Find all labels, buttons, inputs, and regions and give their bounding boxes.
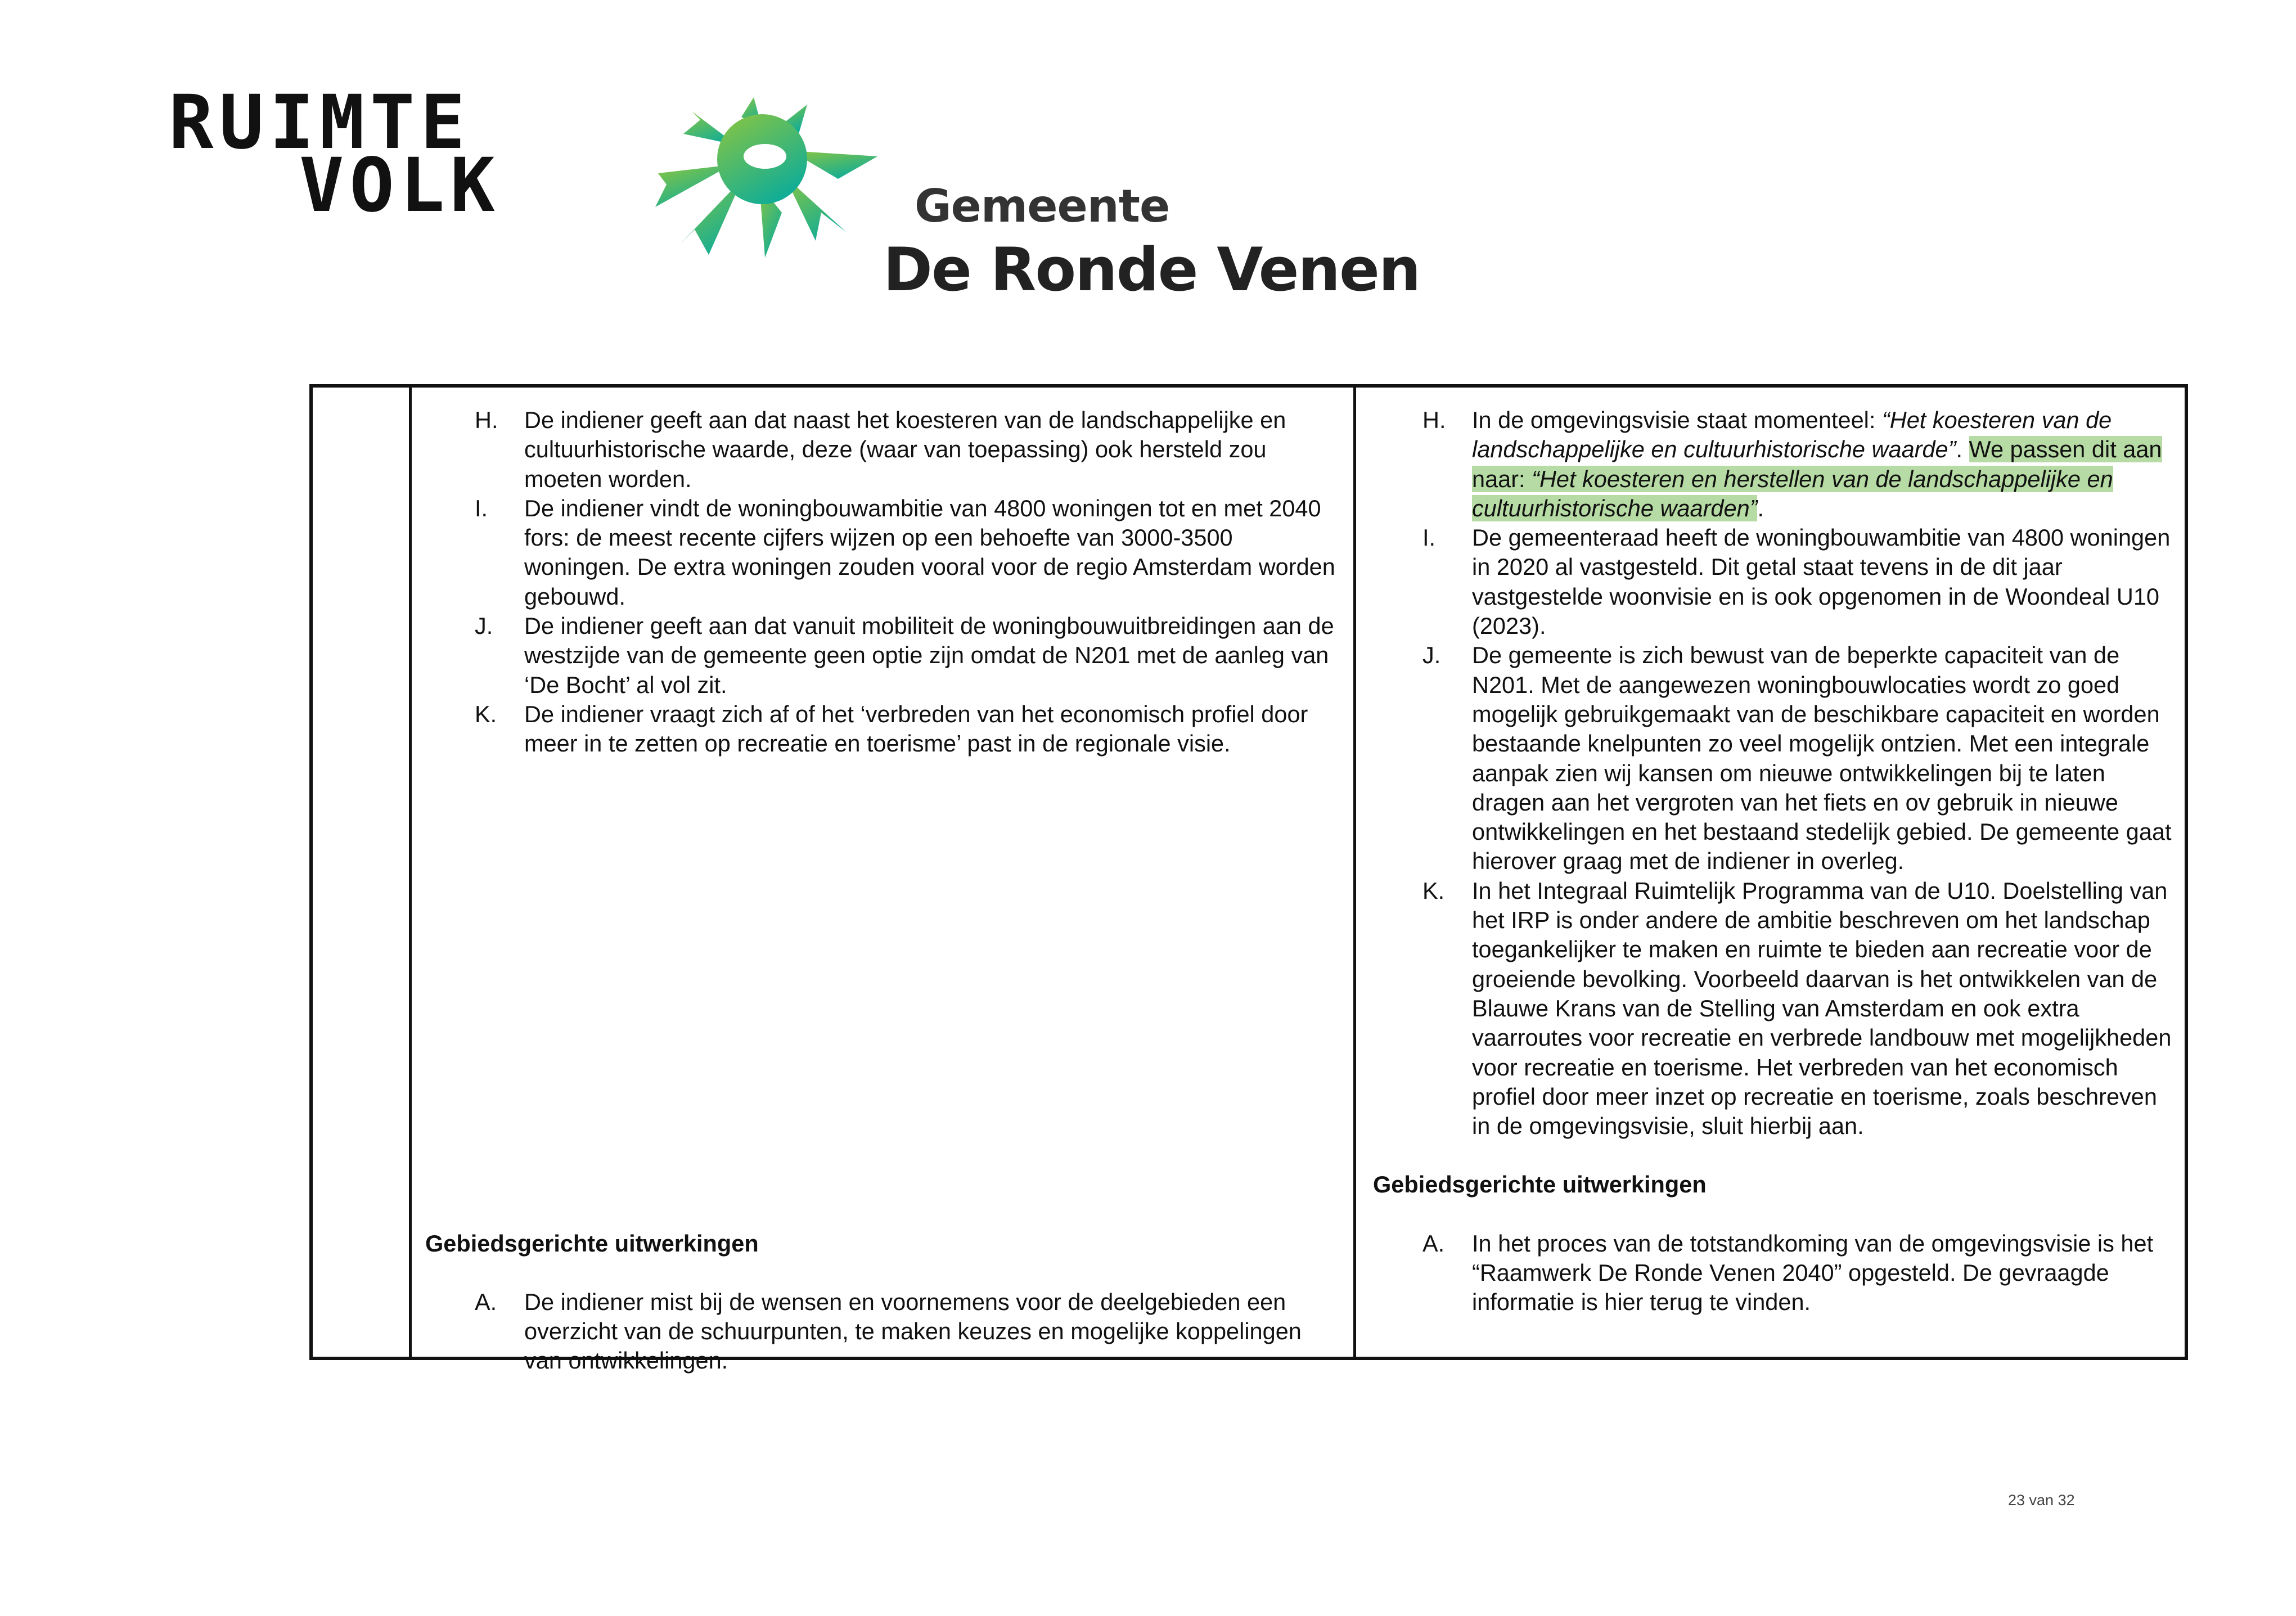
response-column bbox=[1373, 406, 2175, 1317]
item-letter: K. bbox=[1422, 877, 1445, 904]
gemeente-label: Gemeente bbox=[915, 180, 1170, 232]
list-item bbox=[1373, 876, 2175, 1141]
item-letter: J. bbox=[1422, 642, 1441, 669]
item-text: De indiener vindt de woningbouwambitie van 4800 woningen tot en met 2040 fors: de meest recente cijfers wijzen op een behoefte van 3000-3500 woningen. De extra woningen zouden vooral voor de regio Amsterdam worden gebouwd. bbox=[524, 494, 1335, 610]
highlighted-change: We passen dit aan naar: bbox=[1472, 436, 2162, 492]
ruimtevolk-logo bbox=[169, 79, 501, 229]
item-text: De gemeenteraad heeft de woningbouwambitie van 4800 woningen in 2020 al vastgesteld. Dit getal staat tevens in de dit jaar vastgestelde woonvisie en is ook opgenomen in de Woondeal U10 (2023). bbox=[1472, 524, 2171, 640]
item-letter: H. bbox=[475, 407, 498, 433]
list-item bbox=[1373, 1229, 2175, 1317]
list-item bbox=[425, 406, 1339, 494]
list-item bbox=[425, 494, 1339, 611]
list-item bbox=[1373, 523, 2175, 641]
list-item bbox=[425, 1288, 1339, 1376]
item-letter: K. bbox=[475, 700, 497, 727]
item-letter: A. bbox=[475, 1288, 497, 1315]
gemeente-star-logo-icon bbox=[652, 94, 889, 263]
item-text: In het proces van de totstandkoming van de omgevingsvisie is het “Raamwerk De Ronde Venen 2040” opgesteld. De gevraagde informatie is hier terug te vinden. bbox=[1472, 1230, 2154, 1316]
item-text: De gemeente is zich bewust van de beperkte capaciteit van de N201. Met de aangewezen woningbouwlocaties wordt zo goed mogelijk gebruikgemaakt van de beschikbare capaciteit en worden bestaande knelpunten zo veel mogelijk ontzien. Met een integrale aanpak zien wij kansen om nieuwe ontwikkelingen bij te laten dragen aan het vergroten van het fiets en ov gebruik in nieuwe ontwikkelingen en het bestaand stedelijk gebied. De gemeente gaat hierover graag met de indiener in overleg. bbox=[1472, 642, 2172, 875]
list-item bbox=[1373, 641, 2175, 876]
item-letter: I. bbox=[475, 494, 488, 521]
item-text-intro: In de omgevingsvisie staat momenteel: bbox=[1472, 407, 1882, 433]
gemeente-name: De Ronde Venen bbox=[883, 235, 1420, 304]
logo-line-volk: VOLK bbox=[299, 142, 501, 229]
item-text-end: . bbox=[1757, 494, 1764, 521]
item-letter: I. bbox=[1422, 524, 1436, 551]
table-divider bbox=[409, 388, 412, 1357]
section-heading: Gebiedsgerichte uitwerkingen bbox=[1373, 1171, 1707, 1198]
item-letter: A. bbox=[1422, 1230, 1445, 1257]
reaction-table bbox=[309, 384, 2188, 1374]
item-text: De indiener mist bij de wensen en voornemens voor de deelgebieden een overzicht van de schuurpunten, te maken keuzes en mogelijke koppelingen van ontwikkelingen. bbox=[524, 1288, 1302, 1374]
item-letter: J. bbox=[475, 613, 493, 640]
logo-line-ruimte: RUIMTE bbox=[169, 79, 471, 166]
submission-column bbox=[425, 406, 1339, 1376]
list-item bbox=[425, 700, 1339, 759]
item-text: In het Integraal Ruimtelijk Programma van de U10. Doelstelling van het IRP is onder andere de ambitie beschreven om het landschap toegankelijker te maken en ruimte te bieden aan recreatie voor de groeiende bevolking. Voorbeeld daarvan is het ontwikkelen van de Blauwe Krans van de Stelling van Amsterdam en ook extra vaarroutes voor recreatie en verbrede landbouw met mogelijkheden voor recreatie en toerisme. Het verbreden van het economisch profiel door meer inzet op recreatie en toerisme, zoals beschreven in de omgevingsvisie, sluit hierbij aan. bbox=[1472, 877, 2172, 1140]
item-text-separator: . bbox=[1956, 436, 1969, 463]
item-text: De indiener geeft aan dat vanuit mobiliteit de woningbouwuitbreidingen aan de westzijde van de gemeente geen optie zijn omdat de N201 met de aanleg van ‘De Bocht’ al vol zit. bbox=[524, 613, 1334, 698]
page-number: 23 van 32 bbox=[2008, 1492, 2075, 1509]
list-item bbox=[425, 611, 1339, 700]
item-text bbox=[1472, 406, 2175, 523]
table-divider bbox=[1353, 388, 1356, 1357]
section-heading: Gebiedsgerichte uitwerkingen bbox=[425, 1230, 759, 1257]
new-text-quote: “Het koesteren en herstellen van de landschappelijke en cultuurhistorische waarden” bbox=[1472, 465, 2113, 521]
item-text: De indiener vraagt zich af of het ‘verbreden van het economisch profiel door meer in te zetten op recreatie en toerisme’ past in de regionale visie. bbox=[524, 700, 1308, 757]
list-item bbox=[1373, 406, 2175, 523]
item-text: De indiener geeft aan dat naast het koesteren van de landschappelijke en cultuurhistorische waarde, deze (waar van toepassing) ook hersteld zou moeten worden. bbox=[524, 407, 1286, 492]
current-text-quote: “Het koesteren van de landschappelijke en cultuurhistorische waarde” bbox=[1472, 407, 2112, 463]
item-letter: H. bbox=[1422, 407, 1446, 433]
